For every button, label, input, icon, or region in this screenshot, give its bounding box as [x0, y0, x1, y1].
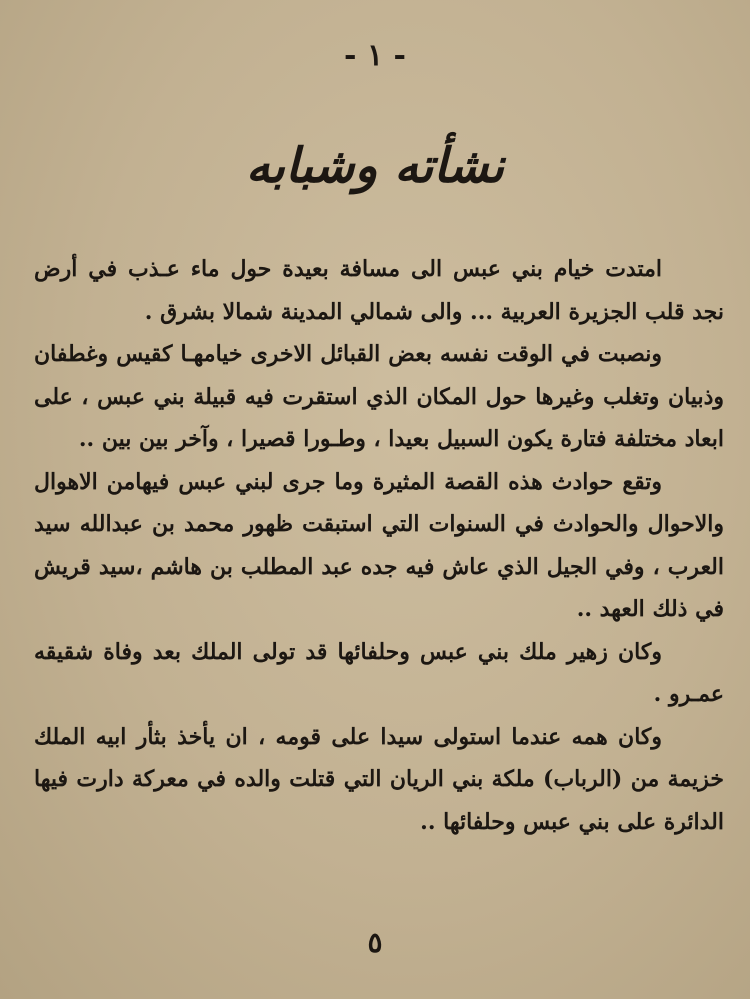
chapter-title: نشأته وشبابه — [245, 138, 505, 194]
paragraph-5: وكان همه عندما استولى سيدا على قومه ، ان يأخذ بثأر ابيه الملك خزيمة من (الرباب) ملكة بني الريان التي قتلت والده في معركة دارت فيها الدائرة على بني عبس وحلفائها .. — [34, 723, 724, 835]
chapter-number: - ١ - — [344, 38, 406, 73]
body-text — [34, 248, 724, 843]
paragraph-4: وكان زهير ملك بني عبس وحلفائها قد تولى الملك بعد وفاة شقيقه عمـرو . — [34, 638, 724, 707]
paragraph-3: وتقع حوادث هذه القصة المثيرة وما جرى لبني عبس فيهامن الاهوال والاحوال والحوادث في السنوات التي استبقت ظهور محمد بن عبدالله سيد العرب ، وفي الجيل الذي عاش فيه جده عبد المطلب بن هاشم ،سيد قريش في ذلك العهد .. — [34, 468, 724, 622]
page-number: ٥ — [367, 926, 383, 959]
paragraph-1: امتدت خيام بني عبس الى مسافة بعيدة حول ماء عـذب في أرض نجد قلب الجزيرة العربية ... والى شمالي المدينة شمالا بشرق . — [34, 256, 724, 325]
paragraph-2: ونصبت في الوقت نفسه بعض القبائل الاخرى خيامهـا كقيس وغطفان وذبيان وتغلب وغيرها حول المكان الذي استقرت فيه قبيلة بني عبس ، على ابعاد مختلفة فتارة يكون السبيل بعيدا ، وطـورا قصيرا ، وآخر بين بين .. — [34, 341, 724, 452]
